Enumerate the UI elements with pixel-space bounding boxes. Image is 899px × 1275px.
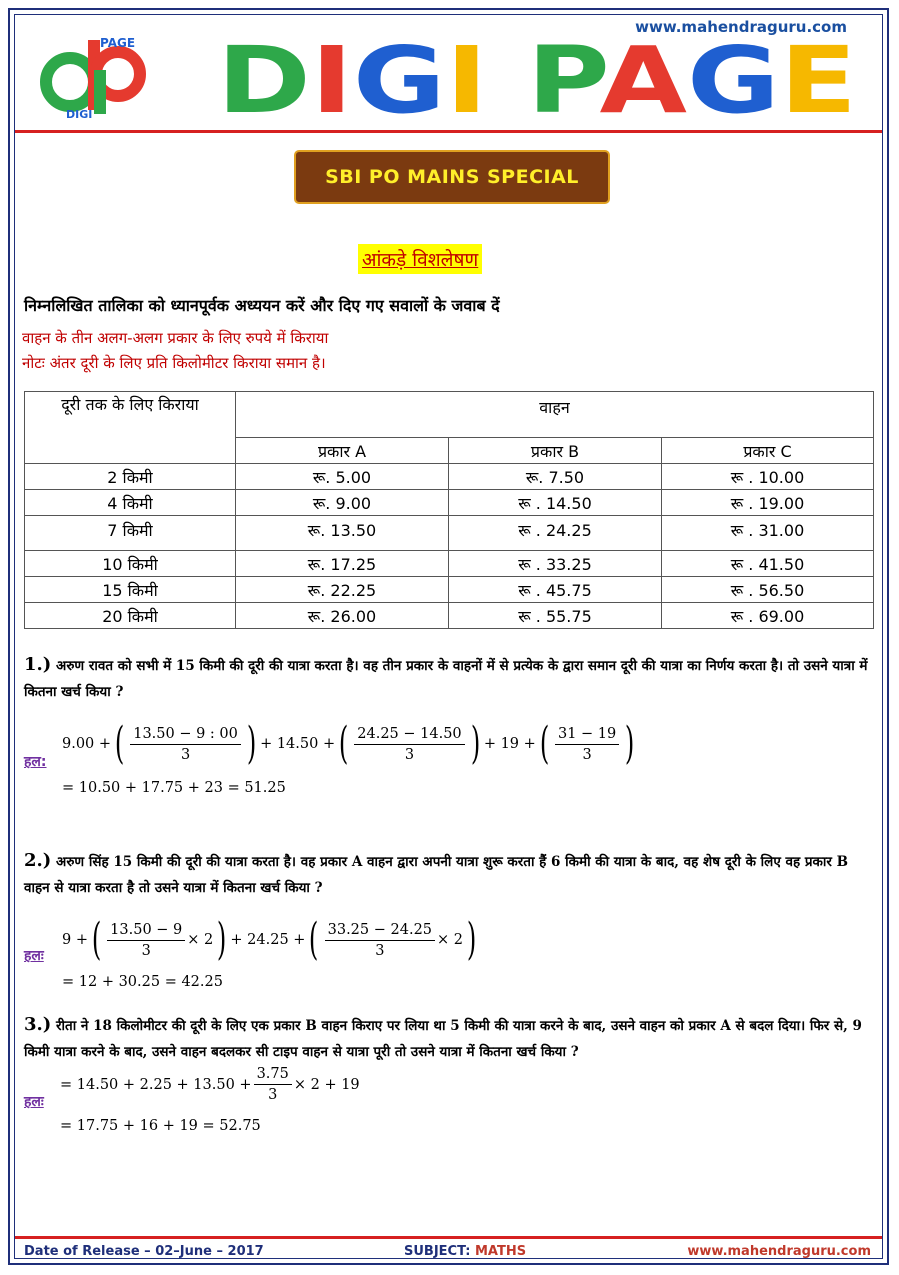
- banner-letter: G: [687, 40, 763, 122]
- table-cell-distance: 7 किमी: [25, 516, 236, 551]
- topic-title: आंकड़े विशलेषण: [358, 244, 482, 274]
- denominator: 3: [404, 746, 415, 763]
- solution-2-equation: [62, 914, 480, 965]
- banner-letter: A: [599, 40, 671, 122]
- paren-close: ): [217, 914, 227, 965]
- fraction: [254, 1066, 292, 1103]
- table-cell-b: रू . 55.75: [449, 603, 662, 629]
- banner-letter: E: [779, 40, 843, 122]
- paren-close: ): [466, 914, 477, 965]
- eq-term: 9.00 +: [62, 736, 112, 752]
- paren-close: ): [625, 718, 635, 769]
- table-cell-b: रू . 14.50: [449, 490, 662, 516]
- question-text: अरुण सिंह 15 किमी की दूरी की यात्रा करता है। वह प्रकार A वाहन द्वारा अपनी यात्रा शुरू करता हैं 6 किमी की यात्रा के बाद, वह शेष दूरी के लिए वह प्रकार B वाहन से यात्रा करता है तो उसने यात्रा में कितना खर्च किया ?: [24, 854, 849, 896]
- question-number: 1.): [24, 654, 52, 675]
- footer-subject-value: MATHS: [474, 1244, 527, 1259]
- eq-term: + 24.25 +: [230, 932, 306, 948]
- table-cell-distance: 10 किमी: [25, 551, 236, 577]
- table-cell-distance: 2 किमी: [25, 464, 236, 490]
- footer-site-url[interactable]: www.mahendraguru.com: [687, 1244, 871, 1259]
- solution-3-result: = 17.75 + 16 + 19 = 52.75: [60, 1118, 261, 1134]
- numerator: 3.75: [254, 1066, 292, 1085]
- paren-close: ): [470, 718, 480, 769]
- table-cell-b: रू . 24.25: [449, 516, 662, 551]
- eq-term: × 2 + 19: [293, 1076, 360, 1093]
- numerator: 13.50 − 9 : 00: [130, 726, 241, 745]
- paren-open: (: [539, 718, 550, 769]
- table-corner-header: दूरी तक के लिए किराया: [25, 392, 236, 464]
- denominator: 3: [180, 746, 191, 763]
- fare-table: [24, 391, 874, 629]
- solution-1-result: = 10.50 + 17.75 + 23 = 51.25: [62, 780, 286, 796]
- table-cell-c: रू . 10.00: [662, 464, 874, 490]
- table-row: [25, 577, 874, 603]
- paren-open: (: [338, 718, 349, 769]
- digi-page-logo: [34, 34, 164, 120]
- eq-term: = 14.50 + 2.25 + 13.50 +: [60, 1076, 252, 1093]
- paren-open: (: [114, 718, 125, 769]
- digi-page-banner: [214, 40, 860, 122]
- footer-divider: [15, 1236, 882, 1239]
- table-row: [25, 490, 874, 516]
- intro-line-1: वाहन के तीन अलग-अलग प्रकार के लिए रुपये में किराया: [22, 329, 329, 347]
- solution-3-equation: [60, 1066, 360, 1103]
- banner-letter: I: [310, 40, 346, 122]
- eq-term: + 19 +: [483, 736, 536, 752]
- table-cell-a: रू. 22.25: [236, 577, 449, 603]
- table-cell-c: रू . 69.00: [662, 603, 874, 629]
- banner-letter: P: [527, 40, 587, 122]
- table-cell-distance: 4 किमी: [25, 490, 236, 516]
- numerator: 24.25 − 14.50: [354, 726, 464, 745]
- banner-letter: G: [352, 40, 429, 122]
- question-number: 2.): [24, 850, 52, 871]
- table-cell-b: रू . 33.25: [449, 551, 662, 577]
- eq-term: + 14.50 +: [260, 736, 336, 752]
- header-site-url[interactable]: www.mahendraguru.com: [635, 18, 847, 36]
- table-group-header: वाहन: [236, 392, 874, 438]
- fraction: [107, 922, 185, 959]
- table-row: [25, 603, 874, 629]
- table-cell-c: रू . 56.50: [662, 577, 874, 603]
- question-number: 3.): [24, 1014, 52, 1035]
- table-cell-a: रू. 9.00: [236, 490, 449, 516]
- table-cell-a: रू. 5.00: [236, 464, 449, 490]
- table-cell-b: रू. 7.50: [449, 464, 662, 490]
- table-col-header-a: प्रकार A: [236, 438, 449, 464]
- table-row: [25, 464, 874, 490]
- table-cell-distance: 15 किमी: [25, 577, 236, 603]
- paren-open: (: [309, 914, 319, 965]
- eq-term: × 2: [187, 932, 214, 948]
- table-row: [25, 516, 874, 551]
- paren-open: (: [91, 914, 102, 965]
- denominator: 3: [582, 746, 592, 763]
- banner-letter: I: [445, 40, 480, 122]
- table-cell-a: रू. 26.00: [236, 603, 449, 629]
- table-col-header-c: प्रकार C: [662, 438, 874, 464]
- table-cell-c: रू . 19.00: [662, 490, 874, 516]
- question-2: [24, 848, 870, 901]
- banner-title: [217, 40, 857, 122]
- numerator: 31 − 19: [555, 726, 619, 745]
- logo-text-top: PAGE: [100, 36, 136, 50]
- fraction: [354, 726, 464, 763]
- solution-1-equation: [62, 718, 638, 769]
- numerator: 13.50 − 9: [107, 922, 185, 941]
- fraction: [325, 922, 435, 959]
- solution-label: हलः: [24, 948, 44, 964]
- table-cell-distance: 20 किमी: [25, 603, 236, 629]
- banner-letter: D: [217, 40, 294, 122]
- table-cell-a: रू. 17.25: [236, 551, 449, 577]
- footer-date: Date of Release – 02–June – 2017: [24, 1244, 264, 1259]
- eq-term: × 2: [437, 932, 463, 948]
- solution-2-result: = 12 + 30.25 = 42.25: [62, 974, 223, 990]
- eq-term: 9 +: [62, 932, 88, 948]
- fraction: [130, 726, 241, 763]
- logo-text-bottom: DIGI: [66, 108, 93, 120]
- table-cell-b: रू . 45.75: [449, 577, 662, 603]
- header-divider: [15, 130, 882, 133]
- denominator: 3: [375, 942, 385, 959]
- footer-subject-label: SUBJECT:: [404, 1244, 471, 1259]
- table-cell-c: रू . 31.00: [662, 516, 874, 551]
- special-label: SBI PO MAINS SPECIAL: [294, 150, 610, 204]
- table-col-header-b: प्रकार B: [449, 438, 662, 464]
- paren-close: ): [246, 718, 257, 769]
- table-cell-c: रू . 41.50: [662, 551, 874, 577]
- numerator: 33.25 − 24.25: [325, 922, 435, 941]
- question-text: अरुण रावत को सभी में 15 किमी की दूरी की यात्रा करता है। वह तीन प्रकार के वाहनों में से प्रत्येक के द्वारा समान दूरी की यात्रा का निर्णय करता है। तो उसने यात्रा में कितना खर्च किया ?: [24, 658, 868, 700]
- solution-label: हलः: [24, 1094, 44, 1110]
- intro-line-2: नोटः अंतर दूरी के लिए प्रति किलोमीटर किराया समान है।: [22, 354, 326, 372]
- denominator: 3: [141, 942, 151, 959]
- fraction: [555, 726, 619, 763]
- question-text: रीता ने 18 किलोमीटर की दूरी के लिए एक प्रकार B वाहन किराए पर लिया था 5 किमी की यात्रा करने के बाद, उसने वाहन को प्रकार A से बदल दिया। फिर से, 9 किमी यात्रा करने के बाद, उसने वाहन बदलकर सी टाइप वाहन से यात्रा पूरी तो उसने यात्रा में कितना खर्च किया ?: [24, 1018, 862, 1060]
- denominator: 3: [268, 1087, 278, 1103]
- question-3: [24, 1012, 870, 1065]
- footer-subject: [404, 1244, 526, 1259]
- solution-label: हल:: [24, 754, 47, 770]
- question-1: [24, 652, 870, 705]
- instruction-text: निम्नलिखित तालिका को ध्यानपूर्वक अध्ययन करें और दिए गए सवालों के जवाब दें: [24, 296, 500, 315]
- table-row: [25, 551, 874, 577]
- table-cell-a: रू. 13.50: [236, 516, 449, 551]
